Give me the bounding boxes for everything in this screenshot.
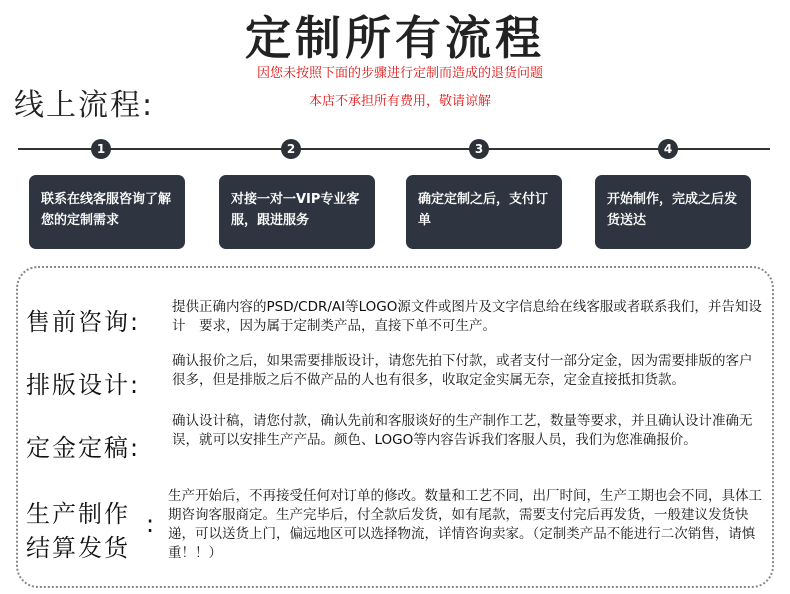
section-presale-label: 售前咨询: [26,308,141,336]
step-1-card: 联系在线客服咨询了解您的定制需求 [29,175,185,249]
step-3-number: 3 [469,139,489,159]
notice-line-2: 本店不承担所有费用，敬请谅解 [308,94,491,109]
section-layout-label: 排版设计: [26,371,141,399]
step-4-number: 4 [658,139,678,159]
page-title: 定制所有流程 [245,11,545,65]
section-presale-text: 提供正确内容的PSD/CDR/AI等LOGO源文件或图片及文字信息给在线客服或者联系我们，并告知设计 要求，因为属于定制类产品，直接下单不可生产。 [172,299,762,334]
section-production-colon: : [146,510,157,538]
step-4-card: 开始制作，完成之后发货送达 [595,175,751,249]
online-process-label: 线上流程: [14,88,155,123]
section-deposit-label: 定金定稿: [26,434,141,462]
section-deposit-text: 确认设计稿，请您付款，确认先前和客服谈好的生产制作工艺，数量等要求，并且确认设计准确无误，就可以安排生产产品。颜色、LOGO等内容告诉我们客服人员，我们为您准确报价。 [172,413,753,448]
step-1-number: 1 [91,139,111,159]
section-production-label-line1: 生产制作 [26,500,130,528]
step-2-card: 对接一对一VIP专业客服，跟进服务 [219,175,375,249]
section-production-label-line2: 结算发货 [26,534,130,562]
step-2-number: 2 [281,139,301,159]
section-production-text: 生产开始后，不再接受任何对订单的修改。数量和工艺不同，出厂时间，生产工期也会不同，具体工期咨询客服商定。生产完毕后，付全款后发货，如有尾款，需要支付完后再发货，一般建议发货快递，可以送货上门，偏远地区可以选择物流，详情咨询卖家。（定制类产品不能进行二次销售，请慎重！！） [168,488,762,561]
section-layout-text: 确认报价之后，如果需要排版设计，请您先拍下付款，或者支付一部分定金，因为需要排版的客户很多，但是排版之后不做产品的人也有很多，收取定金实属无奈，定金直接抵扣货款。 [172,353,753,388]
notice-line-1: 因您未按照下面的步骤进行定制而造成的退货问题 [256,66,543,81]
step-3-card: 确定定制之后，支付订单 [406,175,562,249]
